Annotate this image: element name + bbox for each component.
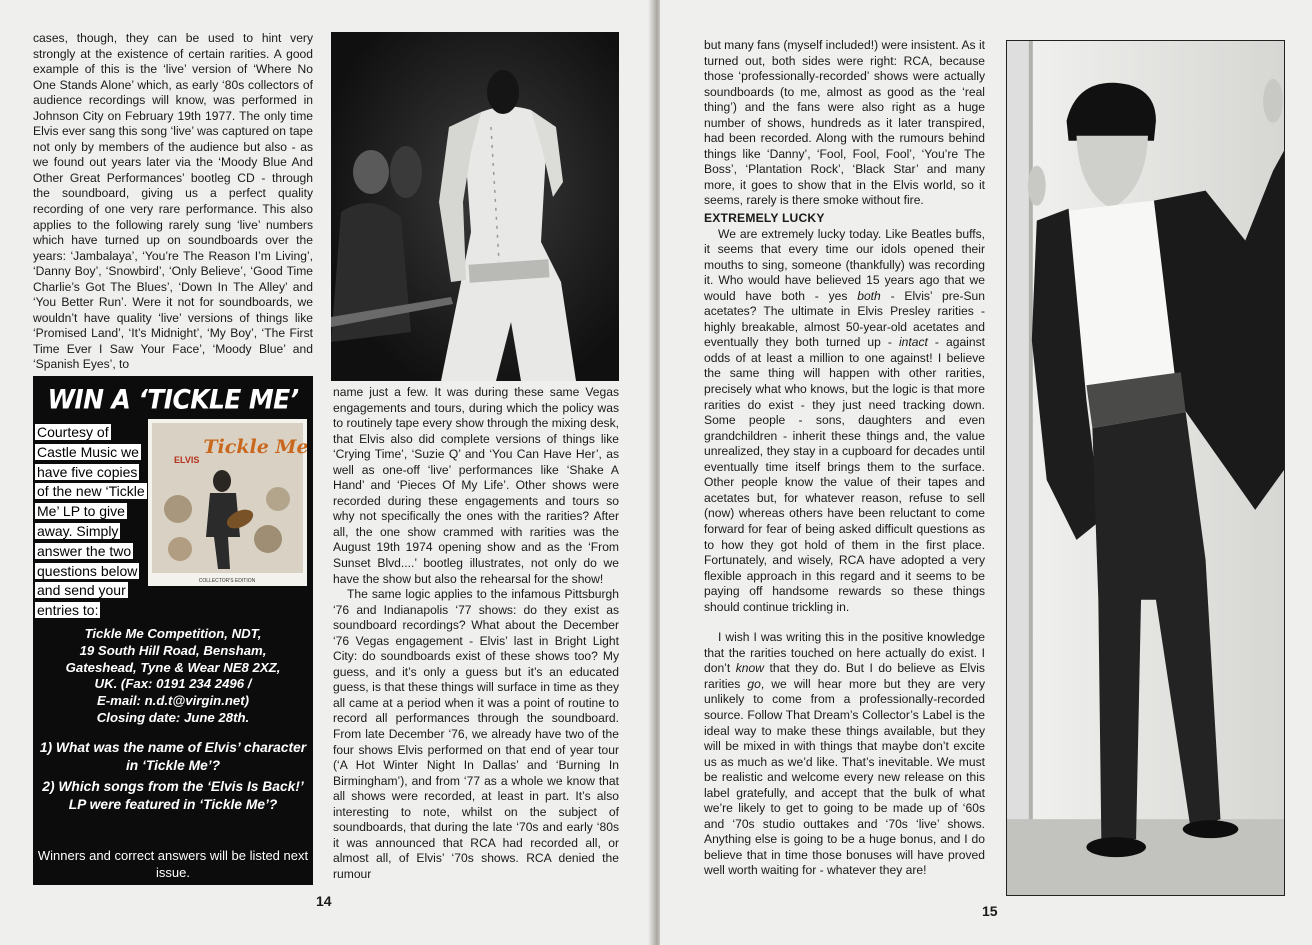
page-number-left: 14	[316, 893, 332, 909]
right-para-3: I wish I was writing this in the positive knowledge that the rarities touched on here actually do exist. I don’t know that they do. But I do believe as Elvis rarities go, we will hear more but they are very unlikely to come from a professionally-recorded source. Follow That Dream’s Collector’s Label is the ideal way to make these things available, but they will be mixed in with things that maybe don’t excite us as much as we’d like. That’s inevitable. We must be realistic and welcome every new release on this label gratefully, and accept that the bulk of what we’re likely to get to going to be made up of ‘60s and ‘70s studio outtakes and ‘70s ‘live’ shows. Anything else is going to be a huge bonus, and I do believe that in time those bonuses will have proved well worth waiting for - whatever they are!	[704, 630, 985, 878]
left-column-2-para2: The same logic applies to the infamous Pittsburgh ‘76 and Indianapolis ‘77 shows: do they exist as soundboard recordings? What about the December ‘76 Vegas engagement - Elvis’ last in Bright Light City: do soundboards exist of these shows too? My guess, and it’s only a guess but it’s an educated guess, is that these things will surface in time as they all came at a period when it was a point of routine to record all performances through the soundboard. From late December ‘76, we already have two of the four shows Elvis performed on that end of year tour (‘A Hot Winter Night In Dallas’ and ‘Burning In Birmingham’), and from ‘77 as a whole we know that all shows were recorded, at least in part. It’s also interesting to note, whilst on the subject of soundboards, that during the late ‘70s and early ‘80s it was announced that RCA had recorded all, or almost all, of Elvis’ ‘70s shows. RCA denied the rumour	[333, 587, 619, 881]
right-para-2: We are extremely lucky today. Like Beatles buffs, it seems that every time our idols opened their mouths to sing, someone (thankfully) was recording it. Who would have believed 15 years ago that we would have both - yes both - Elvis’ pre-Sun acetates? The ultimate in Elvis Presley rarities - highly breakable, almost 50-year-old acetates and eventually they both turned up - intact - against odds of at least a million to one against! I believe the same thing will happen with other rarities, precisely what who knows, but the logic is that more rarities do exist - they just need tracking down. Some people - sons, daughters and even grandchildren - inherit these things and, the value unrealized, they stay in a cupboard for decades until eventually time itself brings them to the surface. Other people know the value of their tapes and acetates but, for whatever reason, refuse to sell (now) whereas others have been reluctant to come forward for fear of being asked difficult questions as to how they got hold of them in the first place. Fortunately, and wisely, RCA have adopted a very flexible approach in this regard and it seems to be paying off handsome rewards so these things should continue trickling in.	[704, 226, 985, 614]
competition-question-2: 2) Which songs from the ‘Elvis Is Back!’ LP were featured in ‘Tickle Me’?	[42, 779, 304, 812]
page-number-right: 15	[982, 903, 998, 919]
right-para-1: but many fans (myself included!) were insistent. As it turned out, both sides were right: RCA, because those ‘professionally-recorded’ shows were actually soundboards (to me, almost as good as the ‘real thing’) and the fans were also right as a huge number of shows, hundreds as it later transpired, had been recorded. Along with the rumours behind things like ‘Danny’, ‘Fool, Fool, Fool’, ‘You’re The Boss’, ‘Plantation Rock’, ‘Black Star’ and many more, it goes to show that in the Elvis world, so it seems, rarely is there smoke without fire.	[704, 38, 985, 208]
lp-cover-edition: COLLECTOR'S EDITION	[198, 578, 256, 584]
competition-box	[33, 376, 313, 885]
left-column-2-para1: name just a few. It was during these same Vegas engagements and tours, during which the policy was to routinely tape every show through the mixing desk, that Elvis also did complete versions of things like ‘Crying Time’, ‘Suzie Q’ and ‘You Can Have Her’, as well as one-off ‘live’ performances like ‘Shake A Hand’ and ‘Pieces Of My Life’. Other shows were recorded during these engagements and tours so why not specifically the ones with the rarities? After all, the one show crammed with rarities was the August 19th 1974 opening show and as the ‘From Sunset Blvd....’ bootleg illustrates, not only do we have the show but also the rehearsal for the show!	[333, 385, 619, 586]
concert-photo	[331, 32, 619, 381]
subheading-extremely-lucky: EXTREMELY LUCKY	[704, 211, 825, 226]
page-15	[660, 0, 1312, 945]
left-column-1-text: cases, though, they can be used to hint very strongly at the existence of certain rarities. A good example of this is the ‘live’ version of ‘Where No One Stands Alone’ which, as early ‘80s collectors of audience recordings will know, was performed in Johnson City on February 19th 1977. The only time Elvis ever sang this song ‘live’ was captured on tape not only by members of the audience but also - as we found out years later via the ‘Moody Blue And Other Great Performances’ bootleg CD - through the soundboard, giving us a perfect quality recording of one very rare performance. This also applies to the following rarely sung ‘live’ numbers which have turned up on soundboards over the years: ‘Jambalaya’, ‘You’re The Reason I’m Living’, ‘Danny Boy’, ‘Snowbird’, ‘Only Believe’, ‘Good Time Charlie’s Got The Blues’, ‘Down In The Alley’ and ‘You Better Run’. Were it not for soundboards, we wouldn’t have quality ‘live’ versions of things like ‘Promised Land’, ‘It’s Midnight’, ‘My Boy’, ‘The First Time Ever I Saw Your Face’, ‘Moody Blue’ and ‘Spanish Eyes’, to	[33, 31, 313, 372]
elvis-portrait-photo	[1006, 40, 1285, 896]
tickle-me-lp-cover	[148, 419, 307, 586]
lp-cover-title: Tickle Me	[203, 436, 307, 458]
elvis-portrait-graphic	[1007, 41, 1284, 895]
lp-cover-graphic	[148, 419, 307, 586]
left-column-2	[333, 385, 619, 883]
left-column-1	[33, 31, 313, 373]
right-column	[704, 38, 985, 879]
competition-winners-note: Winners and correct answers will be listed next issue.	[37, 848, 309, 880]
lp-cover-label: ELVIS	[174, 455, 200, 465]
competition-headline: WIN A ‘TICKLE ME’	[47, 383, 299, 415]
competition-intro: Courtesy of Castle Music we have five copies of the new ‘Tickle Me’ LP to give away. Simply answer the two questions below and send your entries to:	[37, 424, 145, 619]
competition-address: Tickle Me Competition, NDT, 19 South Hill Road, Bensham, Gateshead, Tyne & Wear NE8 2XZ, UK. (Fax: 0191 234 2496 / E-mail: n.d.t@virgin.net) Closing date: June 28th.	[65, 626, 281, 725]
competition-question-1: 1) What was the name of Elvis’ character in ‘Tickle Me’?	[39, 740, 307, 773]
concert-photo-graphic	[331, 32, 619, 381]
page-14	[0, 0, 652, 945]
